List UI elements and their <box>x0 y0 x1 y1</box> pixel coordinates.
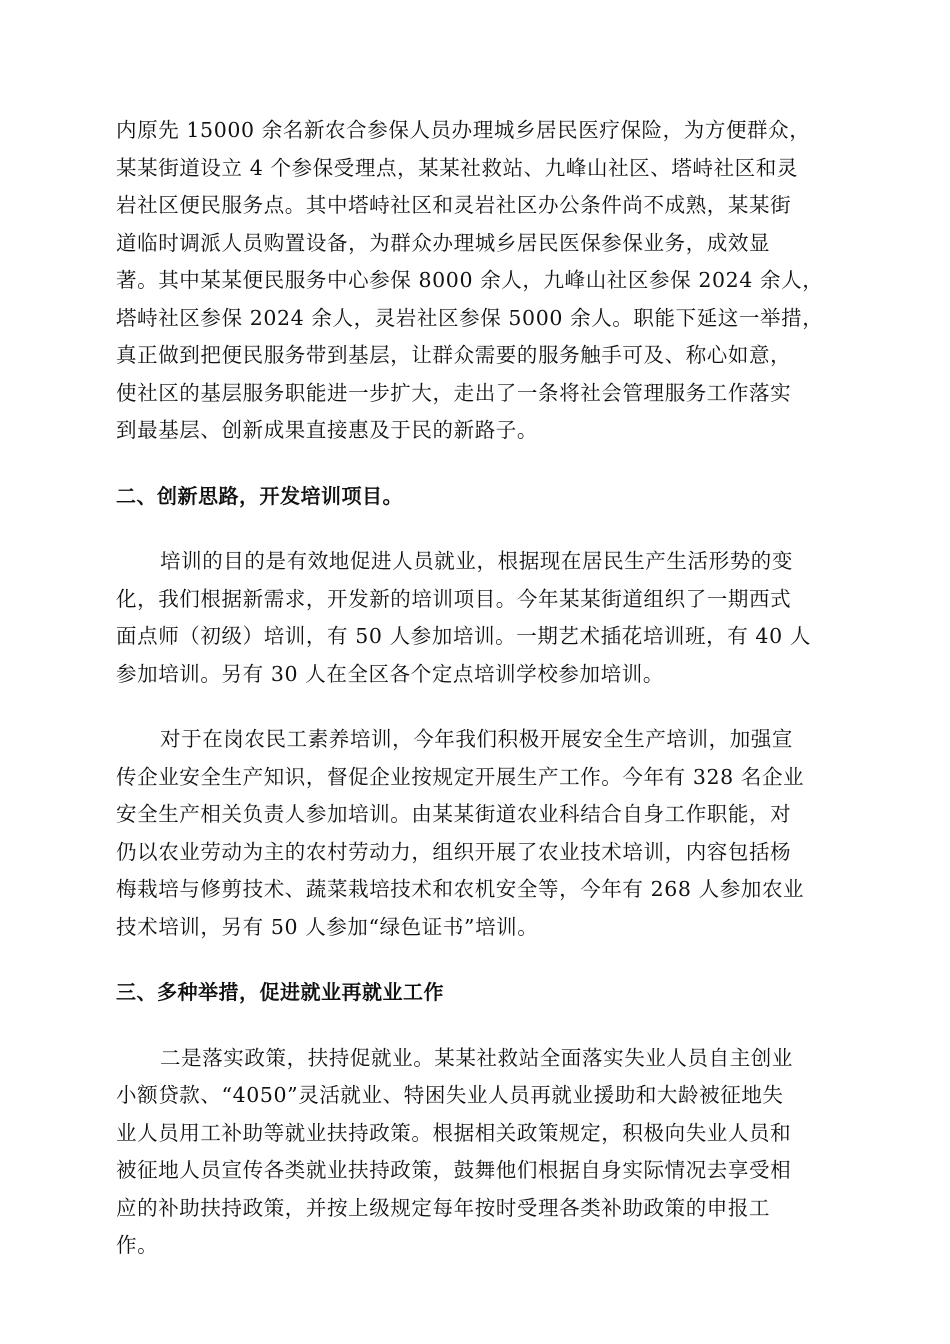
text-line: 梅栽培与修剪技术、蔬菜栽培技术和农机安全等，今年有 268 人参加农业 <box>116 877 805 901</box>
document-body <box>116 112 836 1265</box>
text-line: 业人员用工补助等就业扶持政策。根据相关政策规定，积极向失业人员和 <box>116 1120 792 1145</box>
text-line: 到最基层、创新成果直接惠及于民的新路子。 <box>116 418 538 442</box>
section-heading-training: 二、创新思路，开发培训项目。 <box>116 483 403 508</box>
text-line: 道临时调派人员购置设备，为群众办理城乡居民医保参保业务，成效显 <box>116 230 771 255</box>
text-line: 被征地人员宣传各类就业扶持政策，鼓舞他们根据自身实际情况去享受相 <box>116 1158 792 1182</box>
text-line: 应的补助扶持政策，并按上级规定每年按时受理各类补助政策的申报工 <box>116 1195 771 1220</box>
text-line: 使社区的基层服务职能进一步扩大，走出了一条将社会管理服务工作落实 <box>116 380 792 405</box>
text-line: 对于在岗农民工素养培训，今年我们积极开展安全生产培训，加强宣 <box>160 727 793 751</box>
text-line: 岩社区便民服务点。其中塔峙社区和灵岩社区办公条件尚不成熟，某某街 <box>116 193 792 217</box>
text-line: 技术培训，另有 50 人参加“绿色证书”培训。 <box>116 914 539 939</box>
text-line: 仍以农业劳动为主的农村劳动力，组织开展了农业技术培训，内容包括杨 <box>116 839 792 864</box>
text-line: 小额贷款、“4050”灵活就业、特困失业人员再就业援助和大龄被征地失 <box>116 1083 784 1107</box>
text-line: 内原先 15000 余名新农合参保人员办理城乡居民医疗保险，为方便群众， <box>116 118 811 142</box>
paragraph-medical-insurance <box>116 112 836 450</box>
text-line: 著。其中某某便民服务中心参保 8000 余人，九峰山社区参保 2024 余人， <box>116 268 824 292</box>
paragraph-employment-policy <box>116 1040 836 1265</box>
text-line: 塔峙社区参保 2024 余人，灵岩社区参保 5000 余人。职能下延这一举措， <box>116 305 824 330</box>
text-line: 培训的目的是有效地促进人员就业，根据现在居民生产生活形势的变 <box>160 549 793 573</box>
text-line: 真正做到把便民服务带到基层，让群众需要的服务触手可及、称心如意， <box>116 343 792 367</box>
text-line: 参加培训。另有 30 人在全区各个定点培训学校参加培训。 <box>116 661 664 686</box>
text-line: 作。 <box>116 1233 159 1257</box>
text-line: 化，我们根据新需求，开发新的培训项目。今年某某街道组织了一期西式 <box>116 586 792 611</box>
text-line: 安全生产相关负责人参加培训。由某某街道农业科结合自身工作职能，对 <box>116 802 792 826</box>
paragraph-worker-training <box>116 721 836 946</box>
paragraph-training-projects <box>116 543 836 693</box>
text-line: 某某街道设立 4 个参保受理点，某某社救站、九峰山社区、塔峙社区和灵 <box>116 155 798 180</box>
text-line: 二是落实政策，扶持促就业。某某社救站全面落实失业人员自主创业 <box>160 1045 793 1070</box>
text-line: 传企业安全生产知识，督促企业按规定开展生产工作。今年有 328 名企业 <box>116 764 805 789</box>
text-line: 面点师（初级）培训，有 50 人参加培训。一期艺术插花培训班，有 40 人 <box>116 624 811 648</box>
section-heading-employment: 三、多种举措，促进就业再就业工作 <box>116 980 444 1004</box>
